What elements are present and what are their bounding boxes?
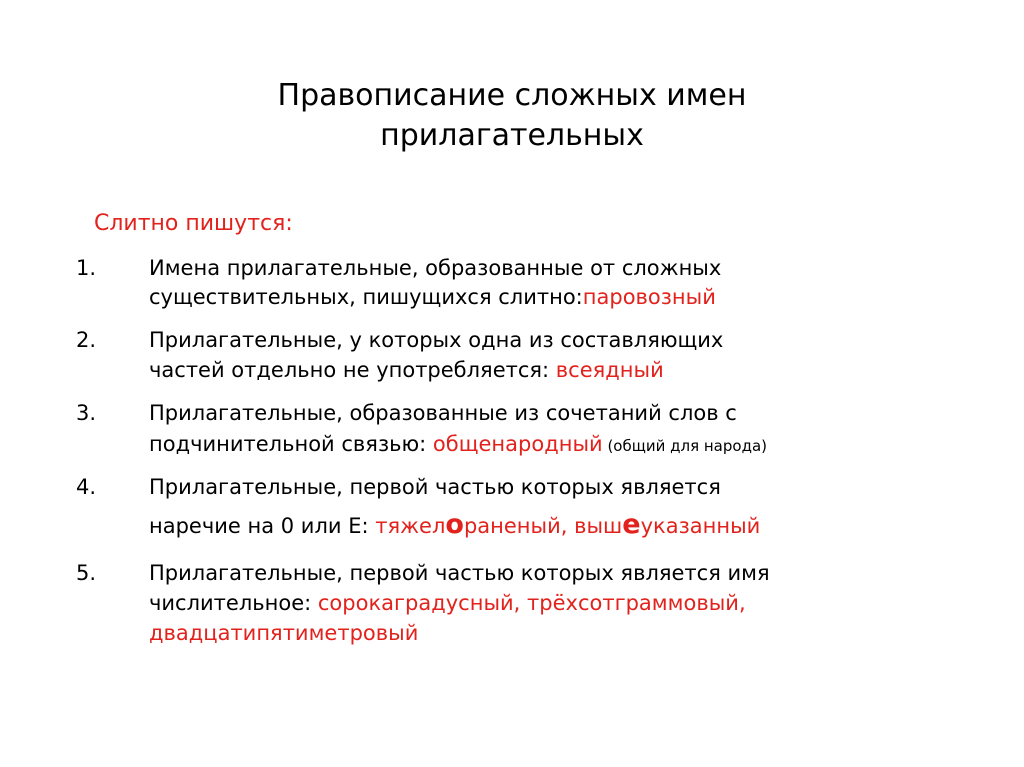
item-line-1 — [149, 558, 770, 588]
item-line-1 — [149, 398, 737, 428]
item-text: Прилагательные, первой частью которых является имя — [149, 561, 770, 585]
rule-heading: Слитно пишутся: — [94, 211, 293, 236]
item-text: Прилагательные, первой частью которых является — [149, 475, 721, 499]
example-word: сорокаградусный, трёхсотграммовый, — [317, 591, 746, 615]
item-line-1 — [149, 253, 721, 283]
item-text: Имена прилагательные, образованные от сложных — [149, 256, 722, 280]
item-number: 1. — [76, 256, 97, 280]
example-word: общенародный — [432, 432, 603, 456]
item-number: 2. — [76, 328, 97, 352]
item-text: Прилагательные, у которых одна из составляющих — [149, 328, 724, 352]
item-line-2 — [149, 588, 746, 618]
item-text: существительных, пишущихся слитно: — [149, 285, 583, 309]
example-note: (общий для народа) — [602, 437, 767, 455]
highlighted-vowel: о — [445, 509, 464, 540]
example-part: указанный — [640, 514, 761, 538]
example-part: тяжел — [375, 514, 446, 538]
item-text: подчинительной связью: — [149, 432, 433, 456]
title-line-1: Правописание сложных имен — [277, 78, 747, 113]
title-line-2: прилагательных — [380, 118, 644, 153]
item-line-1 — [149, 472, 721, 502]
item-line-2 — [149, 510, 760, 541]
item-line-3 — [149, 618, 418, 648]
item-text: числительное: — [149, 591, 318, 615]
example-word: всеядный — [555, 358, 664, 382]
item-text: наречие на 0 или Е: — [149, 514, 376, 538]
example-word: двадцатипятиметровый — [149, 621, 419, 645]
item-line-2 — [149, 429, 767, 461]
item-line-2 — [149, 282, 716, 312]
item-number: 4. — [76, 475, 97, 499]
item-number: 5. — [76, 561, 97, 585]
example-word: паровозный — [582, 285, 716, 309]
item-number: 3. — [76, 401, 97, 425]
example-words — [375, 509, 761, 540]
highlighted-vowel: е — [622, 509, 641, 540]
item-line-1 — [149, 325, 723, 355]
item-line-2 — [149, 355, 664, 385]
item-text: частей отдельно не употребляется: — [149, 358, 556, 382]
item-text: Прилагательные, образованные из сочетаний слов с — [149, 401, 737, 425]
example-part: раненый, выш — [463, 514, 623, 538]
